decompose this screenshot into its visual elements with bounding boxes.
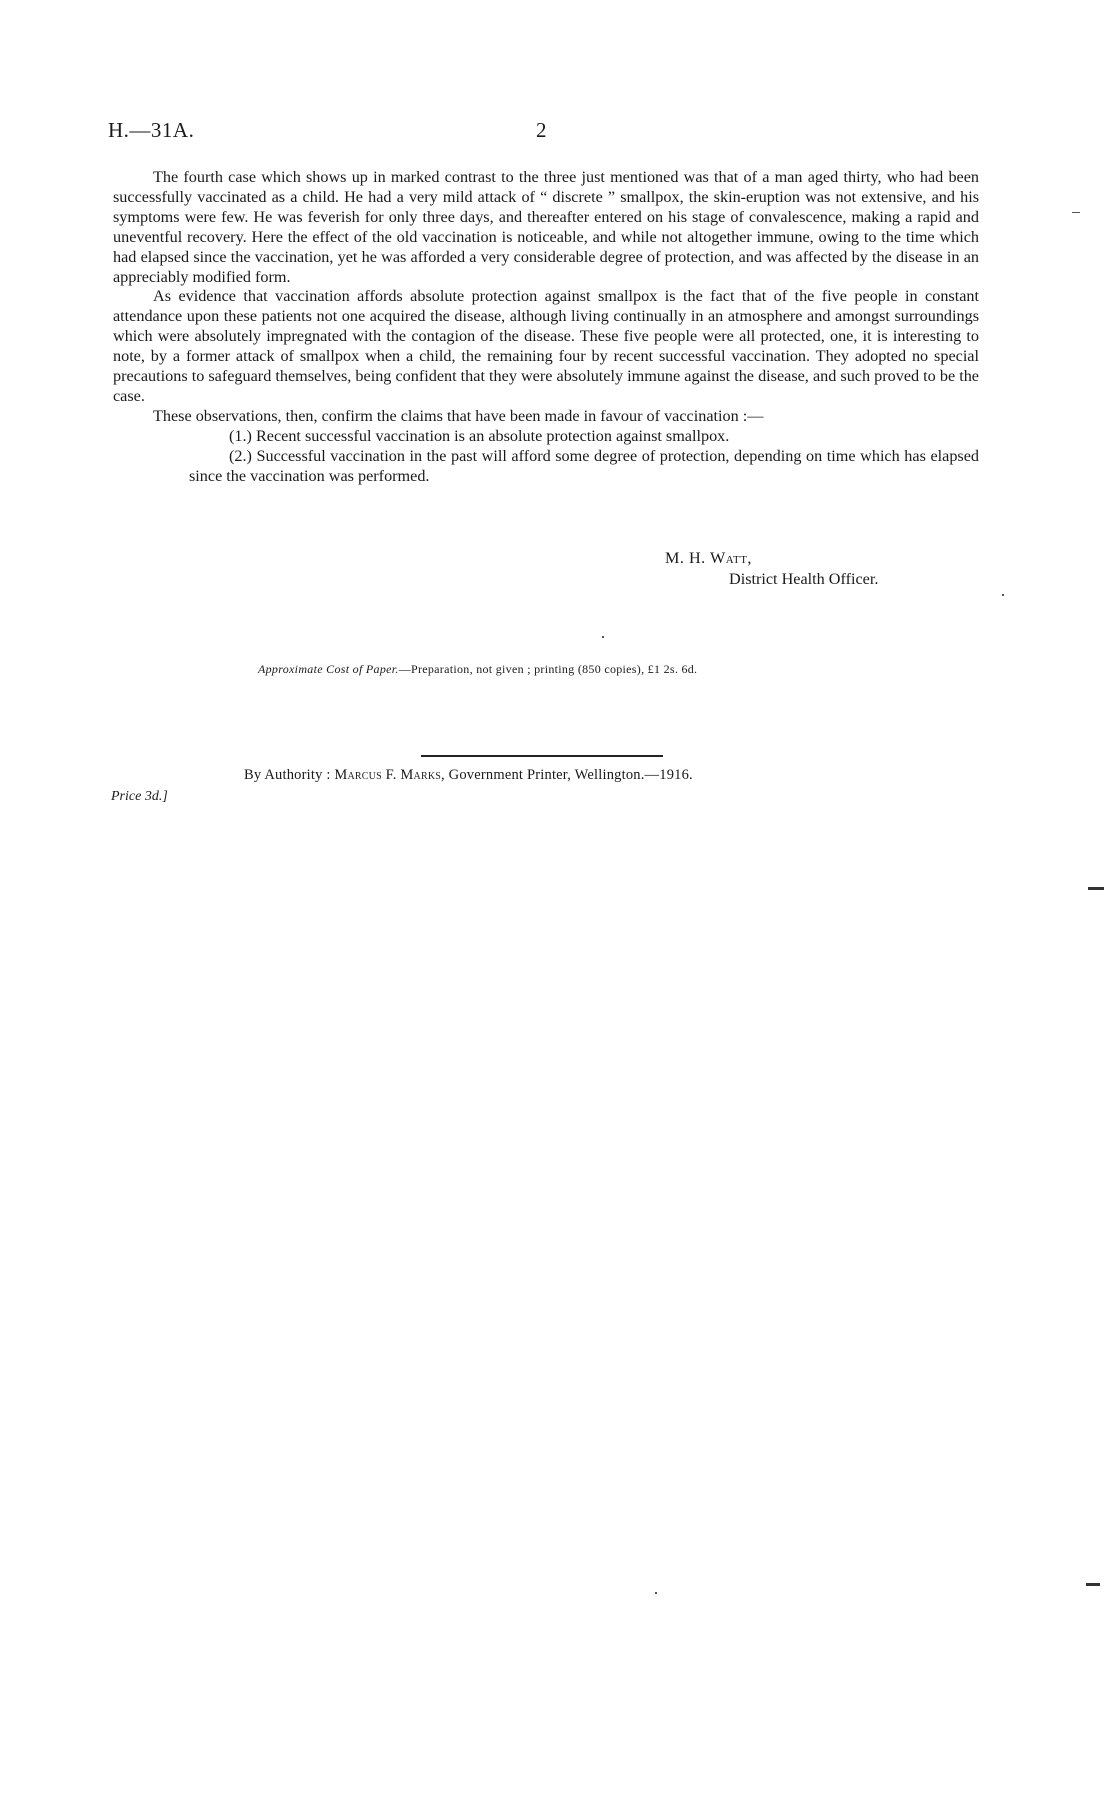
paragraph: These observations, then, confirm the claims that have been made in favour of vaccination :—: [153, 406, 764, 425]
paragraph: The fourth case which shows up in marked contrast to the three just mentioned was that of a man aged thirty, who had been successfully vaccinated as a child. He had a very mild attack of “ discrete ” smallpox, the skin-eruption was not extensive, and his symptoms were few. He was feverish for only three days, and thereafter entered on his stage of convalescence, making a rapid and uneventful recovery. Here the effect of the old vaccination is noticeable, and while not altogether immune, owing to the time which had elapsed since the vaccination, yet he was afforded a very considerable degree of protection, and was affected by the disease in an appreciably modified form.: [113, 168, 979, 286]
scan-speck: [1002, 594, 1004, 596]
printer-imprint: [244, 767, 693, 784]
list-item: (1.) Recent successful vaccination is an absolute protection against smallpox.: [229, 426, 730, 445]
list-item: (2.) Successful vaccination in the past will afford some degree of protection, depending on time which has elapsed since the vaccination was performed.: [189, 446, 979, 485]
body-text: [113, 168, 979, 487]
document-reference: H.—31A.: [108, 118, 195, 142]
cost-note-text: —Preparation, not given ; printing (850 copies), £1 2s. 6d.: [398, 662, 698, 676]
scan-speck: [655, 1592, 657, 1594]
paragraph: As evidence that vaccination affords absolute protection against smallpox is the fact that of the five people in constant attendance upon these patients not one acquired the disease, although living continually in an atmosphere and amongst surroundings which were absolutely impregnated with the contagion of the disease. These five people were all protected, one, it is interesting to note, by a former attack of smallpox when a child, the remaining four by recent successful vaccination. They adopted no special precautions to safeguard themselves, being confident that they were absolutely immune against the disease, and such proved to be the case.: [113, 287, 979, 405]
imprint-suffix: Government Printer, Wellington.—1916.: [448, 767, 693, 783]
cost-note: [258, 662, 697, 677]
signature-block: [113, 548, 979, 590]
scan-speck: [1088, 887, 1104, 890]
signatory-title: District Health Officer.: [729, 570, 879, 588]
scan-speck: [1086, 1583, 1100, 1586]
signatory-name: M. H. Watt,: [665, 549, 752, 567]
imprint-printer: Marcus F. Marks,: [334, 767, 445, 783]
scan-speck: [602, 636, 604, 638]
cost-note-lead: Approximate Cost of Paper.: [258, 662, 399, 676]
price-note: Price 3d.]: [111, 789, 168, 804]
divider: [421, 755, 663, 757]
imprint-prefix: By Authority :: [244, 767, 331, 783]
page-number: 2: [536, 118, 547, 142]
scan-speck: [1072, 212, 1080, 213]
